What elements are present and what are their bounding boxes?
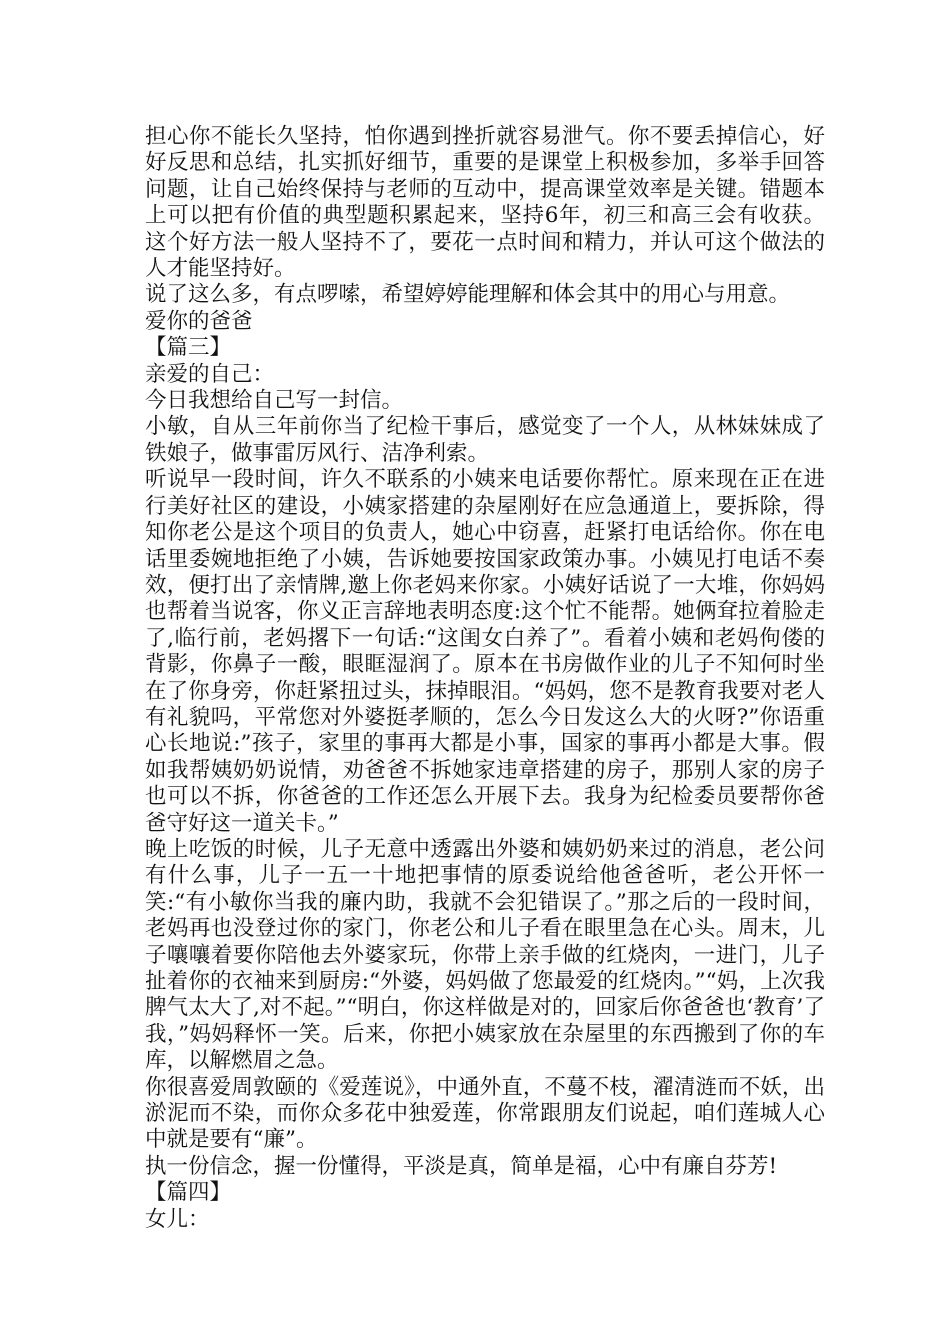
paragraph-motto: 执一份信念，握一份懂得，平淡是真，简单是福，心中有廉自芬芳! [145,1153,778,1179]
paragraph-aunt-story: 听说早一段时间，许久不联系的小姨来电话要你帮忙。原来现在正在进行美好社区的建设，小姨家搭建的杂屋刚好在应急通道上，要拆除，得知你老公是这个项目的负责人，她心中窃喜，赶紧打电话给你。你在电话里委婉地拒绝了小姨，告诉她要按国家政策办事。小姨见打电话不奏效，便打出了亲情牌,邀上你老妈来你家。小姨好话说了一大堆，你妈妈也帮着当说客，你义正言辞地表明态度:这个忙不能帮。她俩耷拉着脸走了,临行前，老妈撂下一句话:“这闺女白养了”。看着小姨和老妈佝偻的背影，你鼻子一酸，眼眶湿润了。原本在书房做作业的儿子不知何时坐在了你身旁，你赶紧扭过头，抹掉眼泪。“妈妈，您不是教育我要对老人有礼貌吗，平常您对外婆挺孝顺的，怎么今日发这么大的火呀?”你语重心长地说:”孩子，家里的事再大都是小事，国家的事再小都是大事。假如我帮姨奶奶说情，劝爸爸不拆她家违章搭建的房子，那别人家的房子也可以不拆，你爸爸的工作还怎么开展下去。我身为纪检委员要帮你爸爸守好这一道关卡。” [145,467,825,836]
paragraph-dinner-story: 晚上吃饭的时候，儿子无意中透露出外婆和姨奶奶来过的消息，老公问有什么事，儿子一五一十地把事情的原委说给他爸爸听，老公开怀一笑:“有小敏你当我的廉内助，我就不会犯错误了。”那之后的一段时间，老妈再也没登过你的家门，你老公和儿子看在眼里急在心头。周末，儿子嚷嚷着要你陪他去外婆家玩，你带上亲手做的红烧肉，一进门，儿子扯着你的衣袖来到厨房:“外婆，妈妈做了您最爱的红烧肉。”“妈，上次我脾气太大了,对不起。”“明白，你这样做是对的，回家后你爸爸也‘教育’了我，”妈妈释怀一笑。后来，你把小姨家放在杂屋里的东西搬到了你的车库，以解燃眉之急。 [145,836,825,1074]
paragraph-xiaomin: 小敏，自从三年前你当了纪检干事后，感觉变了一个人，从林妹妹成了铁娘子，做事雷厉风行、洁净利索。 [145,414,825,466]
salutation: 亲爱的自己： [145,361,275,387]
paragraph-study-advice: 担心你不能长久坚持，怕你遇到挫折就容易泄气。你不要丢掉信心，好好反思和总结，扎实抓好细节，重要的是课堂上积极参加，多举手回答问题，让自己始终保持与老师的互动中，提高课堂效率是关键。错题本上可以把有价值的典型题积累起来，坚持6年，初三和高三会有收获。这个好方法一般人坚持不了，要花一点时间和精力，并认可这个做法的人才能坚持好。 [145,124,825,282]
salutation-daughter: 女儿： [145,1206,210,1232]
signature-line: 爱你的爸爸 [145,308,253,334]
paragraph-intro: 今日我想给自己写一封信。 [145,388,404,414]
section-heading-3: 【篇三】 [145,335,232,361]
document-page [145,124,825,1233]
paragraph-closing-remark: 说了这么多，有点啰嗦，希望婷婷能理解和体会其中的用心与用意。 [145,282,791,308]
paragraph-lotus: 你很喜爱周敦颐的《爱莲说》，中通外直，不蔓不枝，濯清涟而不妖，出淤泥而不染，而你众多花中独爱莲，你常跟朋友们说起，咱们莲城人心中就是要有“廉”。 [145,1074,825,1153]
section-heading-4: 【篇四】 [145,1180,232,1206]
